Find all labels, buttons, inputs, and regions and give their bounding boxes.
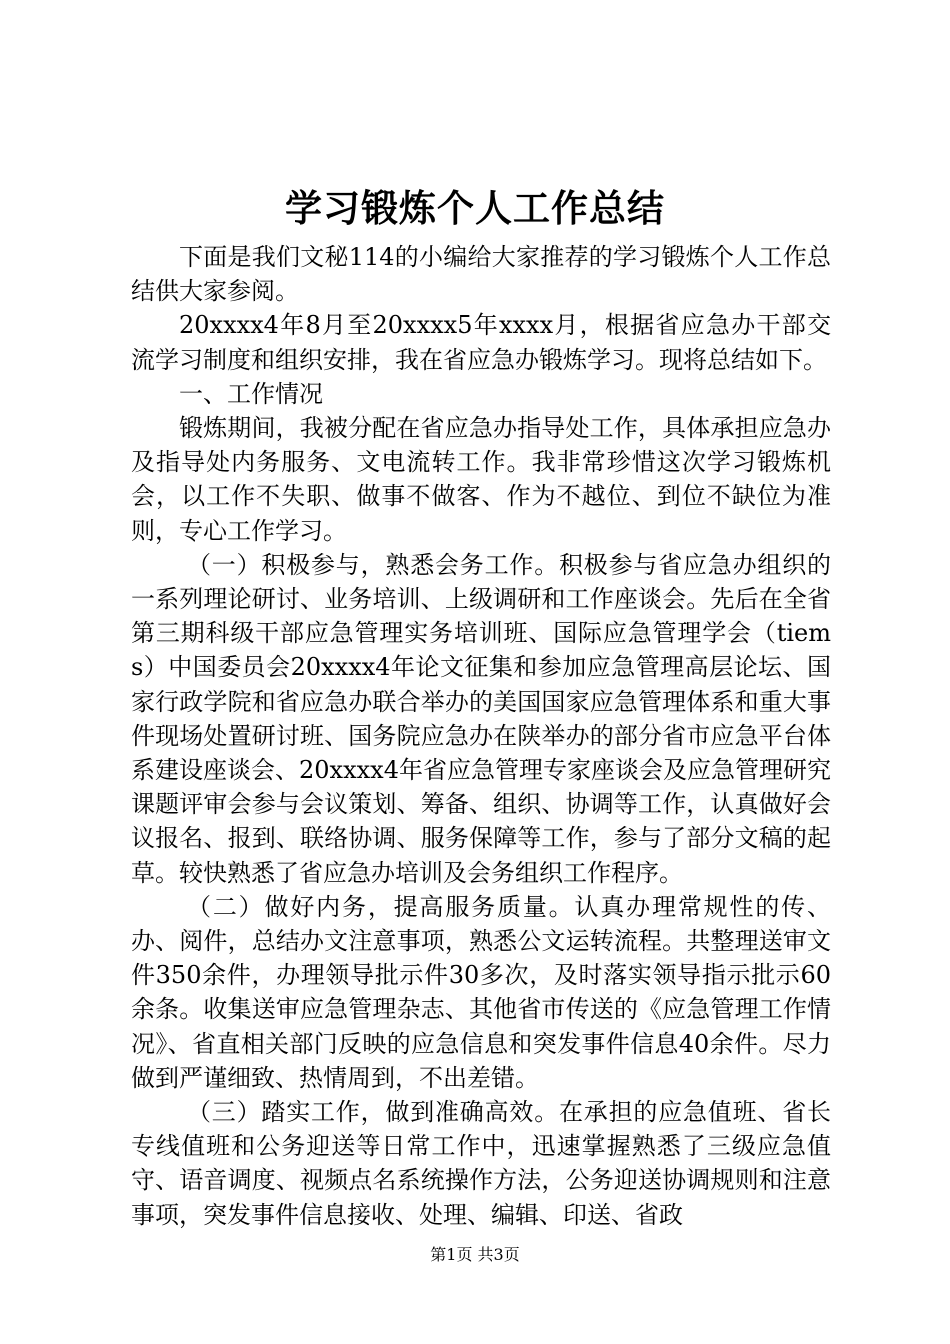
section-heading-work: 一、工作情况: [179, 379, 323, 408]
paragraph-assignment: 锻炼期间，我被分配在省应急办指导处工作，具体承担应急办及指导处内务服务、文电流转工作。我非常珍惜这次学习锻炼机会，以工作不失职、做事不做客、作为不越位、到位不缺位为准则，专心工作学习。: [131, 414, 831, 545]
page-number-footer: 第1页 共3页: [430, 1245, 520, 1264]
paragraph-item-1: （一）积极参与，熟悉会务工作。积极参与省应急办组织的一系列理论研讨、业务培训、上级调研和工作座谈会。先后在全省第三期科级干部应急管理实务培训班、国际应急管理学会（tiems）中国委员会20xxxx4年论文征集和参加应急管理高层论坛、国家行政学院和省应急办联合举办的美国国家应急管理体系和重大事件现场处置研讨班、国务院应急办在陕举办的部分省市应急平台体系建设座谈会、20xxxx4年省应急管理专家座谈会及应急管理研究课题评审会参与会议策划、筹备、组织、协调等工作，认真做好会议报名、报到、联络协调、服务保障等工作，参与了部分文稿的起草。较快熟悉了省应急办培训及会务组织工作程序。: [131, 550, 831, 887]
paragraph-item-3: （三）踏实工作，做到准确高效。在承担的应急值班、省长专线值班和公务迎送等日常工作中，迅速掌握熟悉了三级应急值守、语音调度、视频点名系统操作方法，公务迎送协调规则和注意事项，突发事件信息接收、处理、编辑、印送、省政: [131, 1098, 831, 1229]
paragraph-item-2: （二）做好内务，提高服务质量。认真办理常规性的传、办、阅件，总结办文注意事项，熟悉公文运转流程。共整理送审文件350余件，办理领导批示件30多次，及时落实领导指示批示60余条。收集送审应急管理杂志、其他省市传送的《应急管理工作情况》、省直相关部门反映的应急信息和突发事件信息40余件。尽力做到严谨细致、热情周到，不出差错。: [131, 892, 831, 1092]
paragraph-intro: 下面是我们文秘114的小编给大家推荐的学习锻炼个人工作总结供大家参阅。: [131, 243, 831, 306]
paragraph-background: 20xxxx4年8月至20xxxx5年xxxx月，根据省应急办干部交流学习制度和组织安排，我在省应急办锻炼学习。现将总结如下。: [131, 311, 831, 374]
document-title: 学习锻炼个人工作总结: [285, 186, 665, 230]
document-body: [131, 240, 831, 1232]
